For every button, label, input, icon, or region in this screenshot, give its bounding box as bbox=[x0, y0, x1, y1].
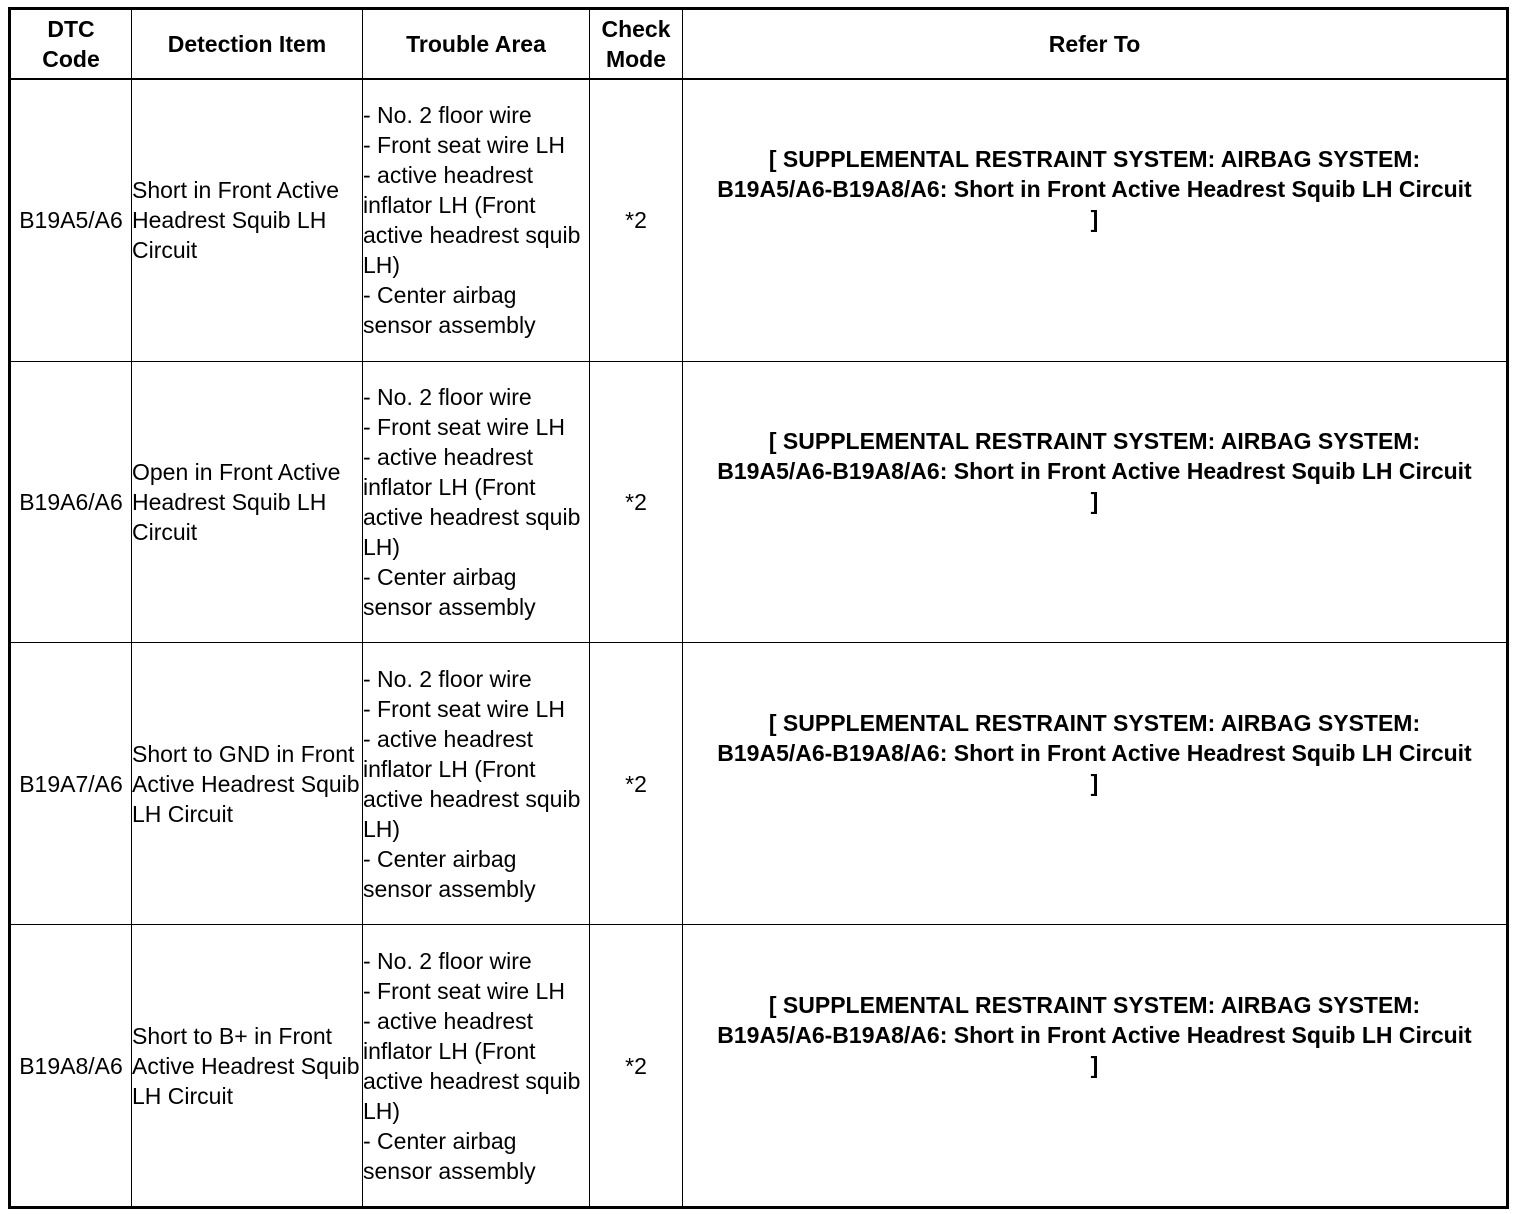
trouble-area-line: - active headrest inflator LH (Front active headrest squib LH) bbox=[363, 725, 581, 842]
trouble-area-line: - Center airbag sensor assembly bbox=[363, 1127, 536, 1184]
trouble-area-line: - No. 2 floor wire bbox=[363, 947, 532, 974]
trouble-area-cell bbox=[363, 643, 590, 925]
trouble-area-line: - Front seat wire LH bbox=[363, 414, 565, 441]
table-row bbox=[10, 925, 1508, 1208]
refer-to-link[interactable]: [ SUPPLEMENTAL RESTRAINT SYSTEM: AIRBAG SYSTEM: B19A5/A6-B19A8/A6: Short in Front Active Headrest Squib LH Circuit ] bbox=[717, 146, 1472, 233]
table-row bbox=[10, 79, 1508, 361]
trouble-area-line: - Center airbag sensor assembly bbox=[363, 845, 536, 902]
trouble-area-cell bbox=[363, 361, 590, 643]
detection-item-cell: Short in Front Active Headrest Squib LH Circuit bbox=[132, 79, 363, 361]
dtc-code-cell: B19A8/A6 bbox=[10, 925, 132, 1208]
refer-to-link[interactable]: [ SUPPLEMENTAL RESTRAINT SYSTEM: AIRBAG SYSTEM: B19A5/A6-B19A8/A6: Short in Front Active Headrest Squib LH Circuit ] bbox=[717, 991, 1472, 1078]
dtc-code-cell: B19A7/A6 bbox=[10, 643, 132, 925]
detection-item-cell: Short to B+ in Front Active Headrest Squib LH Circuit bbox=[132, 925, 363, 1208]
header-detection-item: Detection Item bbox=[132, 9, 363, 80]
trouble-area-cell bbox=[363, 925, 590, 1208]
trouble-area-line: - Front seat wire LH bbox=[363, 695, 565, 722]
header-dtc-code-line2: Code bbox=[42, 46, 100, 72]
trouble-area-line: - Front seat wire LH bbox=[363, 132, 565, 159]
header-refer-to: Refer To bbox=[683, 9, 1508, 80]
trouble-area-line: - active headrest inflator LH (Front active headrest squib LH) bbox=[363, 1007, 581, 1124]
header-row bbox=[10, 9, 1508, 80]
trouble-area-line: - active headrest inflator LH (Front active headrest squib LH) bbox=[363, 444, 581, 561]
check-mode-cell: *2 bbox=[590, 79, 683, 361]
check-mode-cell: *2 bbox=[590, 925, 683, 1208]
trouble-area-line: - Front seat wire LH bbox=[363, 977, 565, 1004]
check-mode-cell: *2 bbox=[590, 361, 683, 643]
refer-to-cell bbox=[683, 79, 1508, 361]
trouble-area-cell bbox=[363, 79, 590, 361]
trouble-area-line: - No. 2 floor wire bbox=[363, 665, 532, 692]
refer-to-link[interactable]: [ SUPPLEMENTAL RESTRAINT SYSTEM: AIRBAG SYSTEM: B19A5/A6-B19A8/A6: Short in Front Active Headrest Squib LH Circuit ] bbox=[717, 428, 1472, 515]
header-check-mode bbox=[590, 9, 683, 80]
dtc-code-cell: B19A5/A6 bbox=[10, 79, 132, 361]
header-dtc-code bbox=[10, 9, 132, 80]
trouble-area-line: - Center airbag sensor assembly bbox=[363, 282, 536, 339]
trouble-area-line: - Center airbag sensor assembly bbox=[363, 564, 536, 621]
header-check-mode-line1: Check bbox=[601, 16, 671, 42]
header-trouble-area: Trouble Area bbox=[363, 9, 590, 80]
refer-to-link[interactable]: [ SUPPLEMENTAL RESTRAINT SYSTEM: AIRBAG SYSTEM: B19A5/A6-B19A8/A6: Short in Front Active Headrest Squib LH Circuit ] bbox=[717, 709, 1472, 796]
dtc-code-cell: B19A6/A6 bbox=[10, 361, 132, 643]
header-dtc-code-line1: DTC bbox=[47, 16, 95, 42]
refer-to-cell bbox=[683, 643, 1508, 925]
refer-to-cell bbox=[683, 925, 1508, 1208]
check-mode-cell: *2 bbox=[590, 643, 683, 925]
trouble-area-line: - No. 2 floor wire bbox=[363, 384, 532, 411]
table-row bbox=[10, 361, 1508, 643]
header-check-mode-line2: Mode bbox=[605, 46, 667, 72]
table-row bbox=[10, 643, 1508, 925]
trouble-area-line: - active headrest inflator LH (Front active headrest squib LH) bbox=[363, 162, 581, 279]
trouble-area-line: - No. 2 floor wire bbox=[363, 102, 532, 129]
dtc-table bbox=[8, 7, 1509, 1209]
refer-to-cell bbox=[683, 361, 1508, 643]
detection-item-cell: Short to GND in Front Active Headrest Squib LH Circuit bbox=[132, 643, 363, 925]
detection-item-cell: Open in Front Active Headrest Squib LH Circuit bbox=[132, 361, 363, 643]
